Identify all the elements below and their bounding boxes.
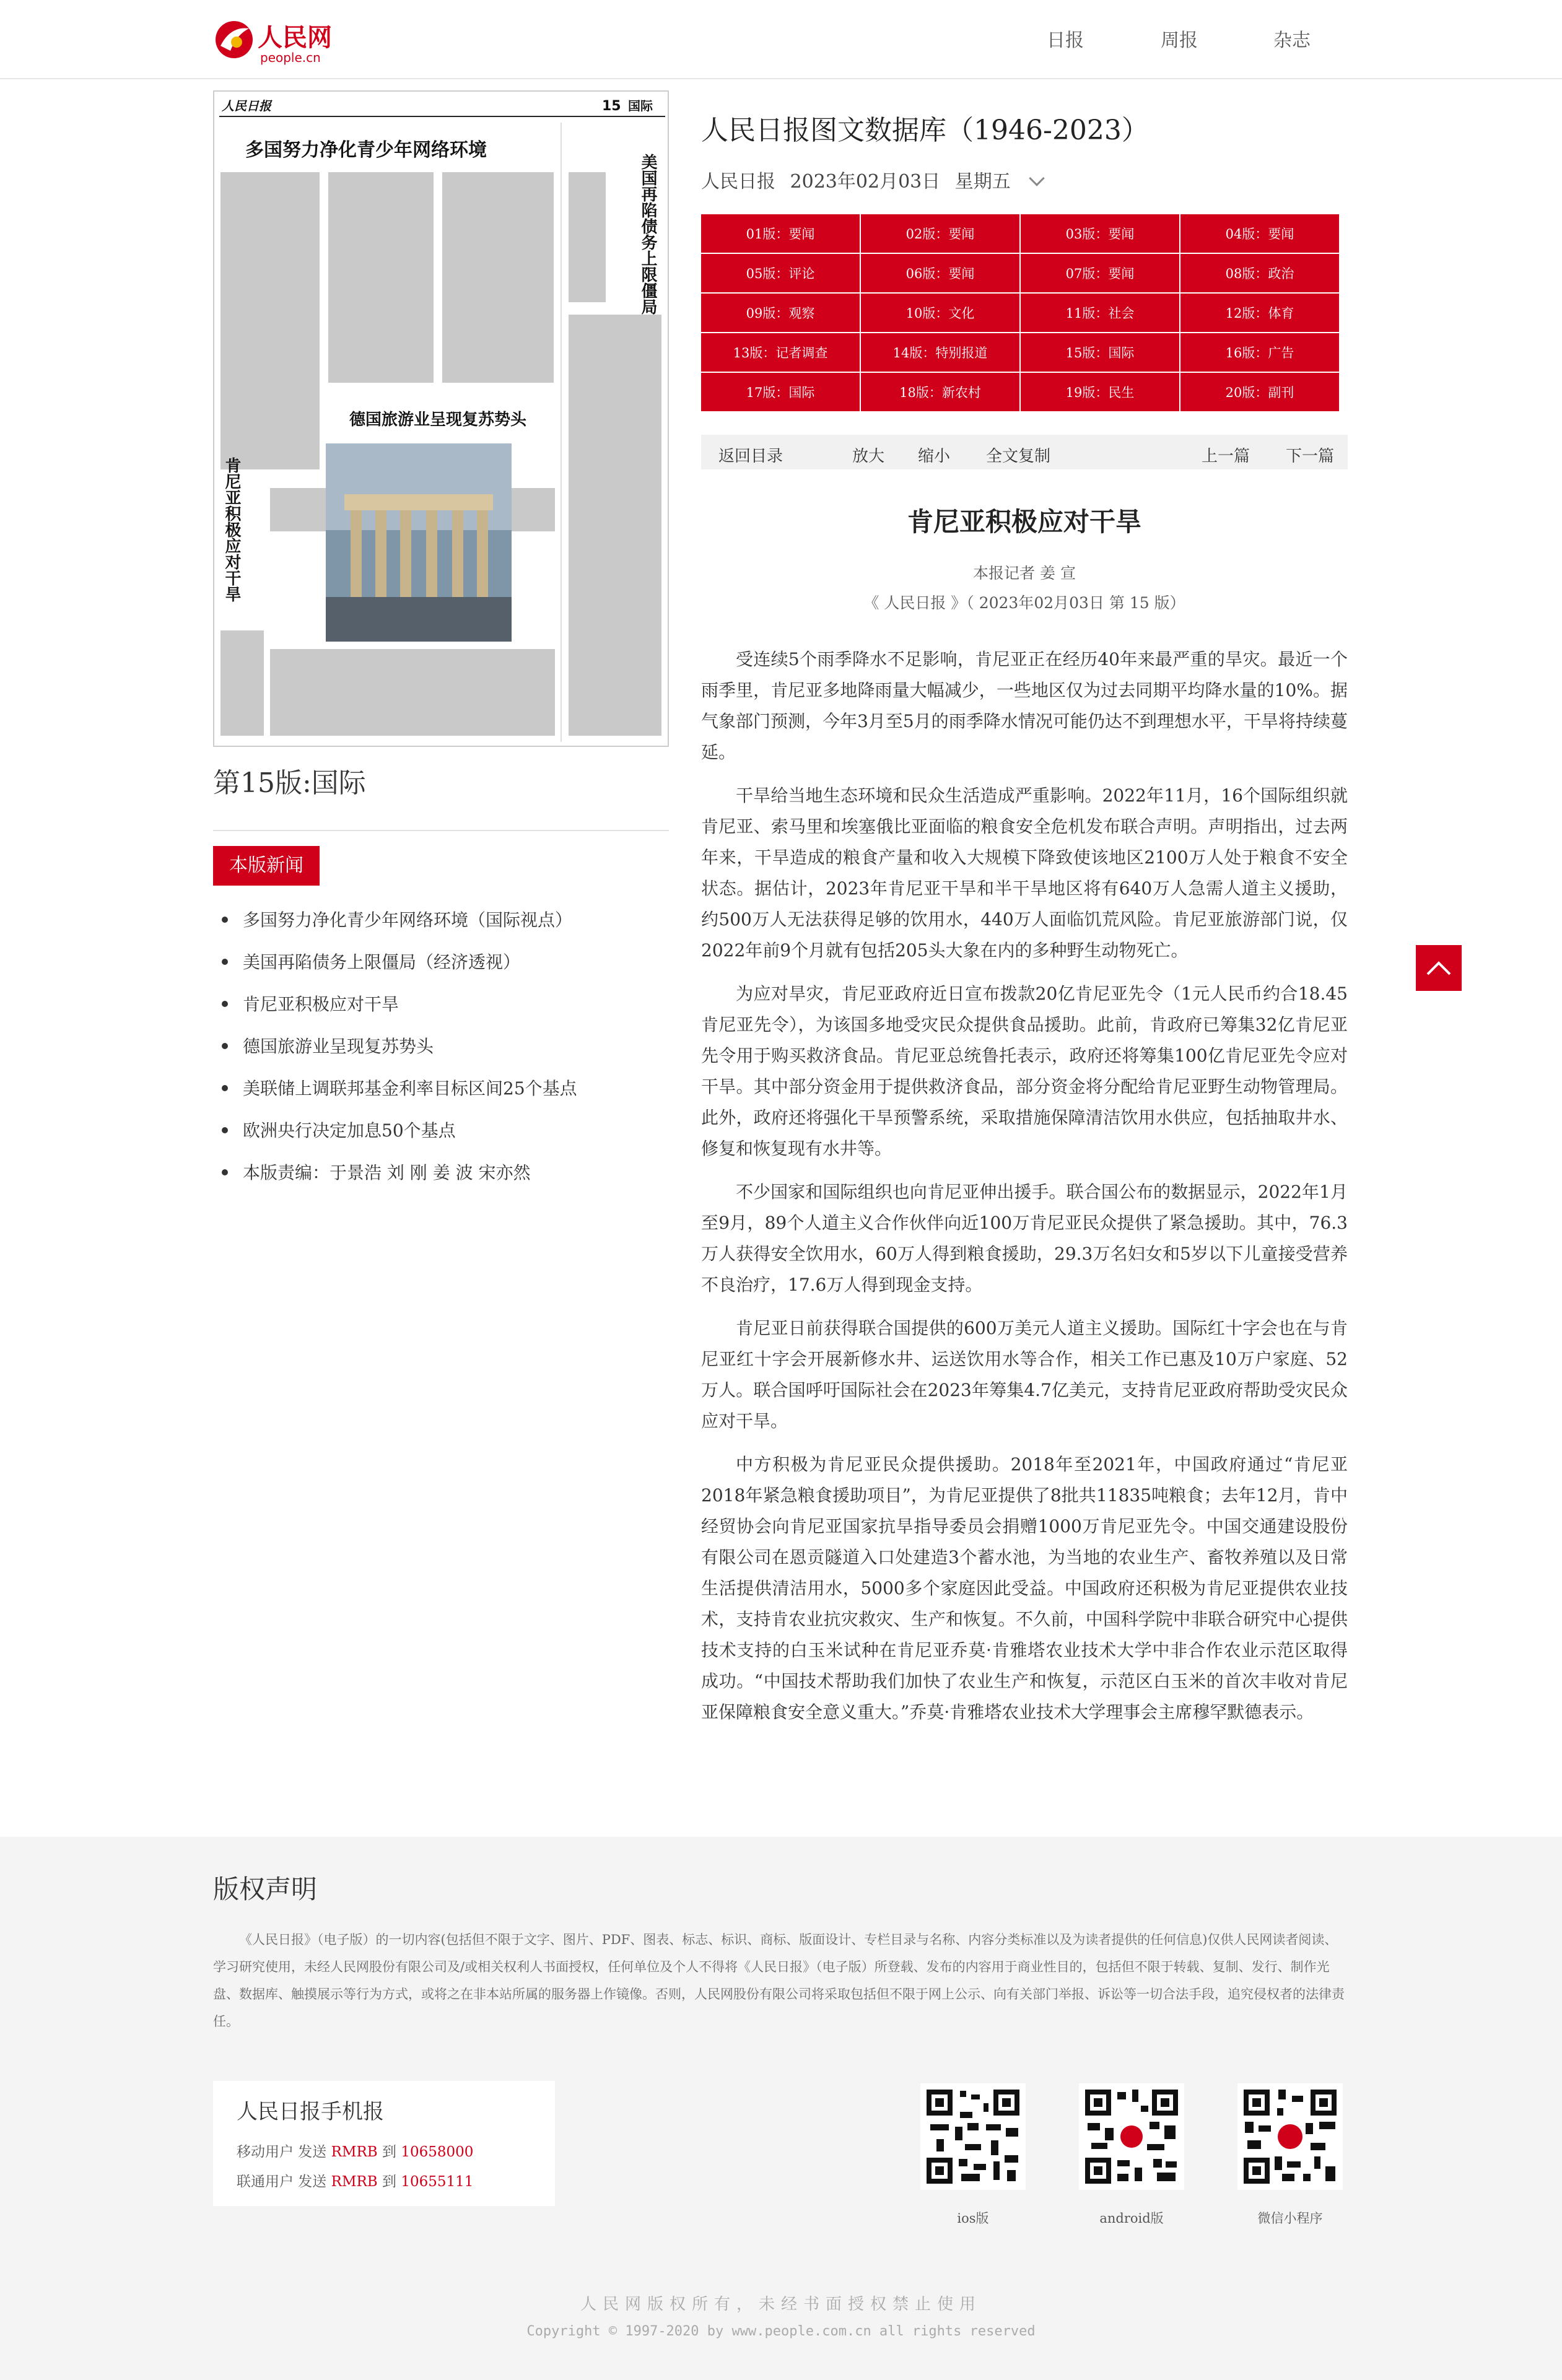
svg-text:德国旅游业呈现复苏势头: 德国旅游业呈现复苏势头	[349, 411, 527, 429]
back-to-top-button[interactable]	[1416, 945, 1462, 991]
article-source: 《 人民日报 》（ 2023年02月03日 第 15 版）	[863, 594, 1185, 612]
article-paragraph: 中方积极为肯尼亚民众提供援助。2018年至2021年，中国政府通过“肯尼亚2018年紧急粮食援助项目”，为肯尼亚提供了8批共11835吨粮食；去年12月，肯中经贸协会向肯尼亚国家抗旱指导委员会捐赠1000万肯尼亚先令。中国交通建设股份有限公司在恩贡隧道入口处建造3个蓄水池，为当地的农业生产、畜牧养殖以及日常生活提供清洁用水，5000多个家庭因此受益。中国政府还积极为肯尼亚提供农业技术，支持肯农业抗灾救灾、生产和恢复。不久前，中国科学院中非联合研究中心提供技术支持的白玉米试种在肯尼亚乔莫·肯雅塔农业技术大学中非合作农业示范区取得成功。“中国技术帮助我们加快了农业生产和恢复，示范区白玉米的首次丰收对肯尼亚保障粮食安全意义重大。”乔莫·肯雅塔农业技术大学理事会主席穆罕默德表示。	[701, 1454, 1348, 1722]
nav-daily[interactable]: 日报	[1047, 30, 1084, 51]
database-title: 人民日报图文数据库（1946-2023）	[701, 115, 1149, 146]
edition-15[interactable]: 15版：国际	[1021, 333, 1179, 372]
edition-16[interactable]: 16版：广告	[1180, 333, 1339, 372]
edition-13[interactable]: 13版：记者调查	[701, 333, 860, 372]
edition-20[interactable]: 20版：副刊	[1180, 373, 1339, 411]
edition-05[interactable]: 05版：评论	[701, 254, 860, 292]
page-news-list	[220, 908, 577, 1203]
copyright-text: 《人民日报》（电子版）的一切内容(包括但不限于文字、图片、PDF、图表、标志、标识、商标、版面设计、专栏目录与名称、内容分类标准以及为读者提供的任何信息)仅供人民网读者阅读、学习研究使用，未经人民网股份有限公司及/或相关权利人书面授权，任何单位及个人不得将《人民日报》（电子版）所登载、发布的内容用于商业性目的，包括但不限于转载、复制、发行、制作光盘、数据库、触摸展示等行为方式，或将之在非本站所属的服务器上作镜像。否则，人民网股份有限公司将采取包括但不限于网上公示、向有关部门举报、诉讼等一切合法手段，追究侵权者的法律责任。	[213, 1932, 1345, 2029]
news-item[interactable]: 欧洲央行决定加息50个基点	[220, 1118, 577, 1161]
edition-09[interactable]: 09版：观察	[701, 294, 860, 332]
prev-article-button[interactable]: 上一篇	[1202, 447, 1250, 466]
copyright-line: Copyright © 1997-2020 by www.people.com.cn all rights reserved	[526, 2324, 1036, 2339]
edition-19[interactable]: 19版：民生	[1021, 373, 1179, 411]
svg-text:人民日报: 人民日报	[222, 98, 271, 113]
article-paragraph: 肯尼亚日前获得联合国提供的600万美元人道主义援助。国际红十字会也在与肯尼亚红十字会开展新修水井、运送饮用水等合作，相关工作已惠及10万户家庭、52万人。联合国呼吁国际社会在2023年筹集4.7亿美元，支持肯尼亚政府帮助受灾民众应对干旱。	[701, 1318, 1348, 1431]
copy-all-button[interactable]: 全文复制	[986, 447, 1051, 466]
svg-text:people.cn: people.cn	[260, 50, 321, 65]
news-item[interactable]: 多国努力净化青少年网络环境（国际视点）	[220, 908, 577, 950]
article-title: 肯尼亚积极应对干旱	[907, 507, 1141, 537]
edition-17[interactable]: 17版：国际	[701, 373, 860, 411]
news-item[interactable]: 肯尼亚积极应对干旱	[220, 992, 577, 1034]
section-tag: 本版新闻	[213, 846, 320, 886]
svg-text:多国努力净化青少年网络环境: 多国努力净化青少年网络环境	[245, 139, 487, 161]
zoom-out-button[interactable]: 缩小	[918, 447, 951, 466]
mobile-line-unicom: 联通用户 发送 RMRB 到 10655111	[237, 2174, 474, 2190]
qr-code-ios	[920, 2083, 1026, 2190]
svg-text:15: 15	[602, 98, 621, 114]
divider	[213, 830, 669, 831]
copyright-title: 版权声明	[213, 1874, 318, 1904]
edition-02[interactable]: 02版：要闻	[861, 214, 1019, 253]
mobile-line-cmcc: 移动用户 发送 RMRB 到 10658000	[237, 2144, 474, 2160]
qr-label-wechat: 微信小程序	[1257, 2211, 1323, 2226]
chevron-up-icon	[1425, 959, 1452, 977]
edition-11[interactable]: 11版：社会	[1021, 294, 1179, 332]
issue-weekday: 星期五	[954, 171, 1011, 193]
mobile-news-box	[213, 2081, 555, 2206]
article-byline: 本报记者 姜 宣	[973, 564, 1076, 582]
edition-06[interactable]: 06版：要闻	[861, 254, 1019, 292]
edition-10[interactable]: 10版：文化	[861, 294, 1019, 332]
qr-label-ios: ios版	[957, 2211, 989, 2226]
issue-date: 2023年02月03日	[790, 171, 941, 193]
edition-grid	[701, 214, 1339, 411]
news-item[interactable]: 美联储上调联邦基金利率目标区间25个基点	[220, 1076, 577, 1118]
edition-01[interactable]: 01版：要闻	[701, 214, 860, 253]
zoom-in-button[interactable]: 放大	[852, 447, 885, 466]
qr-label-android: android版	[1099, 2211, 1164, 2226]
next-article-button[interactable]: 下一篇	[1286, 447, 1335, 466]
svg-text:肯尼亚积极应对干旱: 肯尼亚积极应对干旱	[222, 457, 241, 602]
site-header	[0, 0, 1562, 79]
back-to-toc-button[interactable]: 返回目录	[718, 447, 783, 466]
article-paragraph: 不少国家和国际组织也向肯尼亚伸出援手。联合国公布的数据显示，2022年1月至9月，89个人道主义合作伙伴向近100万肯尼亚民众提供了紧急援助。其中，76.3万人获得安全饮用水，60万人得到粮食援助，29.3万名妇女和5岁以下儿童接受营养不良治疗，17.6万人得到现金支持。	[701, 1182, 1348, 1295]
news-item-editors: 本版责编：于景浩 刘 刚 姜 波 宋亦然	[220, 1161, 577, 1203]
edition-18[interactable]: 18版：新农村	[861, 373, 1019, 411]
edition-07[interactable]: 07版：要闻	[1021, 254, 1179, 292]
qr-code-wechat-miniprogram	[1237, 2083, 1343, 2190]
nav-magazine[interactable]: 杂志	[1273, 30, 1311, 51]
newspaper-page-thumbnail[interactable]	[213, 90, 669, 747]
svg-text:国际: 国际	[628, 98, 653, 113]
issue-selector[interactable]	[701, 166, 1042, 193]
mobile-news-title: 人民日报手机报	[237, 2099, 384, 2124]
edition-03[interactable]: 03版：要闻	[1021, 214, 1179, 253]
article-paragraph: 为应对旱灾，肯尼亚政府近日宣布拨款20亿肯尼亚先令（1元人民币约合18.45肯尼亚先令），为该国多地受灾民众提供食品援助。此前，肯政府已筹集32亿肯尼亚先令用于购买救济食品。肯尼亚总统鲁托表示，政府还将筹集100亿肯尼亚先令应对干旱。其中部分资金用于提供救济食品，部分资金将分配给肯尼亚野生动物管理局。此外，政府还将强化干旱预警系统，采取措施保障清洁饮用水供应，包括抽取井水、修复和恢复现有水井等。	[701, 983, 1348, 1159]
nav-weekly[interactable]: 周报	[1161, 30, 1198, 51]
qr-code-android	[1079, 2083, 1184, 2190]
page-label: 第15版:国际	[213, 767, 366, 799]
chevron-down-icon[interactable]	[1029, 170, 1045, 186]
svg-text:人民网: 人民网	[258, 23, 332, 52]
edition-14[interactable]: 14版：特别报道	[861, 333, 1019, 372]
article-paragraph: 受连续5个雨季降水不足影响，肯尼亚正在经历40年来最严重的旱灾。最近一个雨季里，肯尼亚多地降雨量大幅减少，一些地区仅为过去同期平均降水量的10%。据气象部门预测，今年3月至5月的雨季降水情况可能仍达不到理想水平，干旱将持续蔓延。	[701, 649, 1348, 762]
edition-12[interactable]: 12版：体育	[1180, 294, 1339, 332]
news-item[interactable]: 德国旅游业呈现复苏势头	[220, 1034, 577, 1076]
news-item[interactable]: 美国再陷债务上限僵局（经济透视）	[220, 950, 577, 992]
article-toolbar	[701, 435, 1348, 469]
edition-04[interactable]: 04版：要闻	[1180, 214, 1339, 253]
article-body	[701, 644, 1348, 1740]
people-logo[interactable]	[212, 14, 342, 67]
edition-08[interactable]: 08版：政治	[1180, 254, 1339, 292]
issue-paper: 人民日报	[701, 171, 775, 193]
rights-notice: 人民网版权所有，未经书面授权禁止使用	[580, 2295, 982, 2314]
article-paragraph: 干旱给当地生态环境和民众生活造成严重影响。2022年11月，16个国际组织就肯尼亚、索马里和埃塞俄比亚面临的粮食安全危机发布联合声明。声明指出，过去两年来，干旱造成的粮食产量和收入大规模下降致使该地区2100万人处于粮食不安全状态。据估计，2023年肯尼亚干旱和半干旱地区将有640万人急需人道主义援助，约500万人无法获得足够的饮用水，440万人面临饥荒风险。肯尼亚旅游部门说，仅2022年前9个月就有包括205头大象在内的多种野生动物死亡。	[701, 785, 1348, 961]
svg-text:美国再陷债务上限僵局: 美国再陷债务上限僵局	[639, 154, 657, 315]
